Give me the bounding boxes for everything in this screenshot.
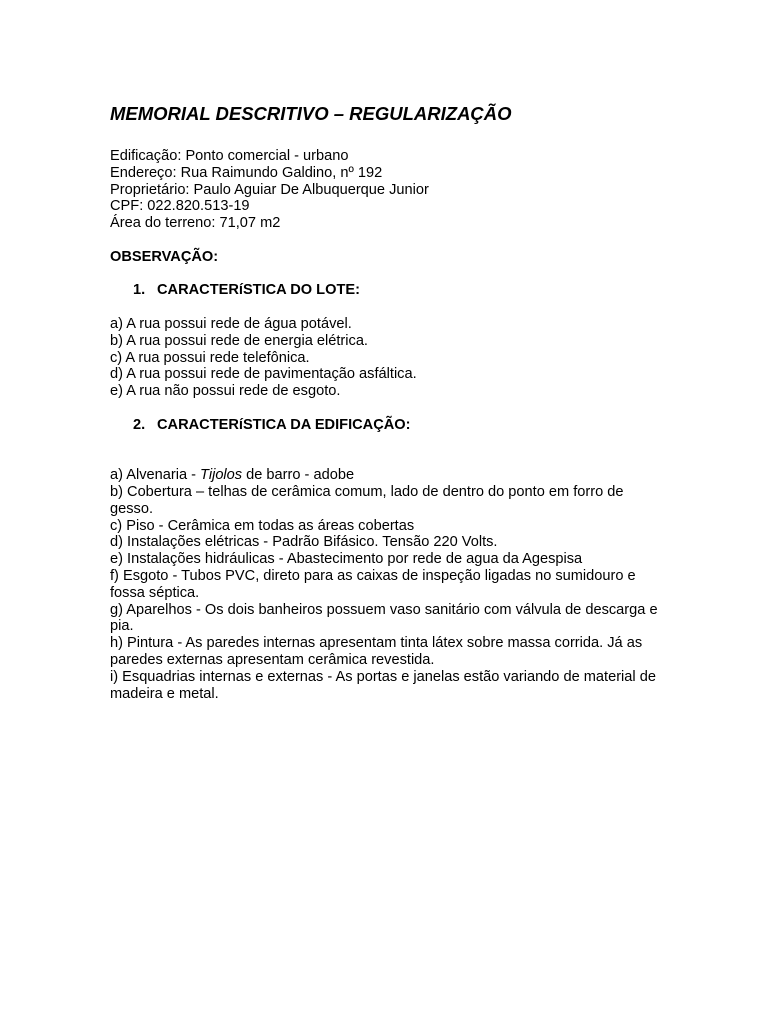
building-item-e: e) Instalações hidráulicas - Abastecimento por rede de agua da Agespisa — [110, 551, 583, 568]
spacer — [110, 232, 662, 249]
lot-item-c: c) A rua possui rede telefônica. — [110, 349, 310, 366]
observation-heading: OBSERVAÇÃO: — [110, 248, 219, 265]
info-building: Edificação: Ponto comercial - urbano — [110, 148, 349, 164]
spacer — [110, 400, 662, 417]
info-land-area: Área do terreno: 71,07 m2 — [110, 215, 281, 232]
building-item-g: g) Aparelhos - Os dois banheiros possuem vaso sanitário com válvula de descarga e pia. — [110, 601, 658, 635]
item-a-prefix: a) Alvenaria - — [110, 467, 201, 484]
spacer — [110, 266, 662, 283]
building-item-h: h) Pintura - As paredes internas apresentam tinta látex sobre massa corrida. Já as paredes externas apresentam cerâmica revestida. — [110, 635, 643, 668]
building-item-b: b) Cobertura – telhas de cerâmica comum, lado de dentro do ponto em forro de gesso. — [110, 483, 624, 517]
lot-item-d: d) A rua possui rede de pavimentação asfáltica. — [110, 366, 417, 383]
section-heading-label: CARACTERíSTICA DO LOTE: — [157, 282, 360, 299]
building-item-c: c) Piso - Cerâmica em todas as áreas cobertas — [110, 517, 415, 534]
spacer — [110, 299, 662, 316]
document-title: MEMORIAL DESCRITIVO – REGULARIZAÇÃO — [110, 103, 512, 124]
lot-item-a: a) A rua possui rede de água potável. — [110, 315, 352, 332]
item-a-suffix: de barro - adobe — [242, 467, 355, 484]
building-item-a — [110, 467, 662, 484]
spacer — [110, 450, 662, 467]
info-address: Endereço: Rua Raimundo Galdino, nº 192 — [110, 164, 383, 181]
item-a-italic: Tijolos — [200, 467, 243, 484]
section-heading-label: CARACTERíSTICA DA EDIFICAÇÃO: — [157, 416, 411, 433]
info-cpf: CPF: 022.820.513-19 — [110, 198, 250, 215]
document-body — [110, 103, 662, 702]
lot-item-b: b) A rua possui rede de energia elétrica. — [110, 332, 368, 349]
building-item-d: d) Instalações elétricas - Padrão Bifásico. Tensão 220 Volts. — [110, 534, 498, 551]
building-item-i: i) Esquadrias internas e externas - As portas e janelas estão variando de material de madeira e metal. — [110, 668, 656, 702]
building-item-f: f) Esgoto - Tubos PVC, direto para as caixas de inspeção ligadas no sumidouro e fossa séptica. — [110, 567, 636, 601]
section-heading-building — [110, 417, 662, 434]
lot-item-e: e) A rua não possui rede de esgoto. — [110, 383, 341, 400]
spacer — [110, 434, 662, 451]
section-number: 1. — [133, 282, 146, 299]
section-number: 2. — [133, 416, 146, 433]
info-owner: Proprietário: Paulo Aguiar De Albuquerque Junior — [110, 181, 429, 198]
section-heading-lot — [110, 282, 662, 299]
